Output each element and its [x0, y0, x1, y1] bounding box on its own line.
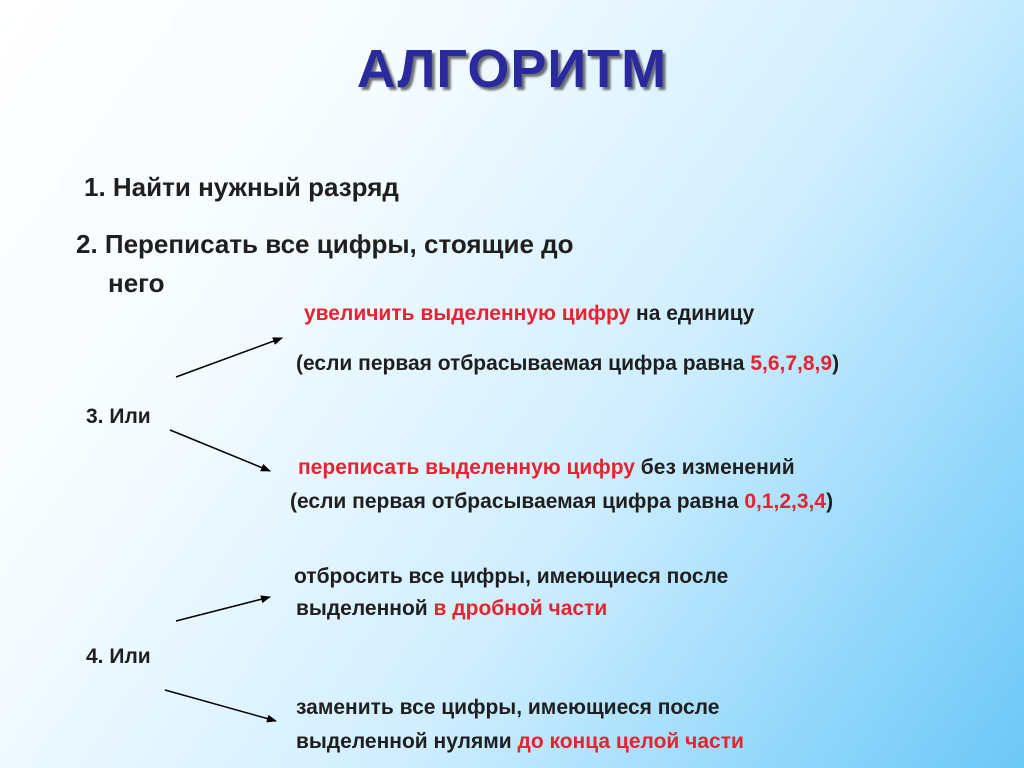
step-3-option-b-rest: без изменений: [634, 456, 795, 479]
step-3-option-a-highlight: увеличить выделенную цифру: [304, 302, 631, 325]
arrow-step-4-down: [165, 690, 276, 721]
step-4-option-b-line-1: заменить все цифры, имеющиеся после: [296, 696, 720, 719]
step-3-option-a-rest: на единицу: [630, 302, 755, 325]
step-3-option-a-condition-suffix: ): [832, 352, 840, 375]
arrow-step-3-down: [170, 430, 270, 471]
step-3-option-b-condition-digits: 0,1,2,3,4: [744, 490, 827, 513]
slide-title: АЛГОРИТМ: [356, 39, 668, 99]
arrow-step-4-up: [176, 597, 270, 621]
step-4-option-b-line-2-highlight: до конца целой части: [517, 730, 744, 753]
step-3-option-a-condition-prefix: (если первая отбрасываемая цифра равна: [296, 352, 751, 375]
step-4-option-a-line-2-highlight: в дробной части: [433, 597, 608, 620]
step-3-option-b-condition-prefix: (если первая отбрасываемая цифра равна: [290, 490, 745, 513]
step-1: 1. Найти нужный разряд: [84, 172, 399, 202]
step-4-label: 4. Или: [86, 645, 151, 668]
step-4-option-a-line-2-plain: выделенной: [296, 597, 434, 620]
step-3-option-b-condition-suffix: ): [826, 490, 834, 513]
step-4-option-a-line-1: отбросить все цифры, имеющиеся после: [294, 565, 729, 588]
step-3-label: 3. Или: [86, 405, 151, 428]
step-2-line-1: 2. Переписать все цифры, стоящие до: [76, 229, 574, 259]
step-3-option-b-highlight: переписать выделенную цифру: [298, 456, 635, 479]
step-3-option-a-condition-digits: 5,6,7,8,9: [750, 352, 833, 375]
step-4-option-b-line-2-plain: выделенной нулями: [296, 730, 518, 753]
step-2-line-2: него: [108, 268, 165, 298]
arrow-step-3-up: [176, 338, 282, 377]
